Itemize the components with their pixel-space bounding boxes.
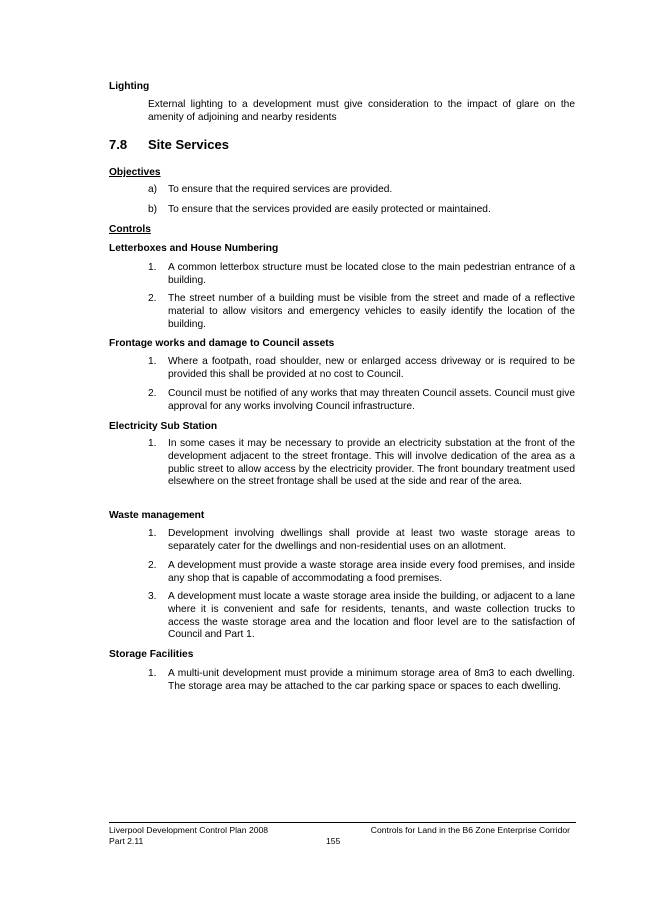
electricity-item bbox=[148, 438, 575, 489]
section-title: Site Services bbox=[148, 137, 229, 152]
waste-item bbox=[148, 528, 575, 554]
footer-page-number: 155 bbox=[326, 836, 341, 846]
item-marker: 2. bbox=[148, 388, 157, 399]
frontage-heading: Frontage works and damage to Council assets bbox=[109, 338, 335, 349]
footer-part: Part 2.11 bbox=[109, 836, 144, 846]
lighting-heading: Lighting bbox=[109, 81, 150, 92]
item-marker: 1. bbox=[148, 356, 157, 367]
objective-item bbox=[148, 184, 575, 197]
item-text: Council must be notified of any works that may threaten Council assets. Council must give approval for any works involving Council infrastructure. bbox=[168, 388, 575, 412]
objectives-heading: Objectives bbox=[109, 167, 161, 178]
objective-item bbox=[148, 204, 575, 217]
footer-plan-title: Liverpool Development Control Plan 2008 bbox=[109, 825, 269, 835]
lighting-text: External lighting to a development must give consideration to the impact of glare on the amenity of adjoining and nearby residents bbox=[148, 99, 575, 123]
item-text: In some cases it may be necessary to provide an electricity substation at the front of the development adjacent to the street frontage. This will involve dedication of the area as a public street to allow access by the electricity provider. The front boundary treatment used elsewhere on the street frontage shall be used at the side and rear of the area. bbox=[168, 438, 575, 488]
item-text: A multi-unit development must provide a minimum storage area of 8m3 to each dwelling. The storage area may be attached to the car parking space or spaces to each dwelling. bbox=[168, 668, 575, 692]
item-text: Development involving dwellings shall provide at least two waste storage areas to separately cater for the dwellings and non-residential uses on an allotment. bbox=[168, 528, 575, 552]
frontage-item bbox=[148, 388, 575, 414]
item-text: The street number of a building must be visible from the street and made of a reflective material to allow visitors and emergency vehicles to easily identify the location of the building. bbox=[168, 293, 575, 330]
item-marker: 2. bbox=[148, 560, 157, 571]
item-marker: 1. bbox=[148, 668, 157, 679]
waste-item bbox=[148, 560, 575, 586]
item-marker: 2. bbox=[148, 293, 157, 304]
item-text: A development must provide a waste storage area inside every food premises, and inside any shop that is capable of accommodating a food premises. bbox=[168, 560, 575, 584]
objective-marker: b) bbox=[148, 204, 158, 215]
item-marker: 1. bbox=[148, 262, 157, 273]
controls-heading: Controls bbox=[109, 224, 151, 235]
waste-heading: Waste management bbox=[109, 510, 205, 521]
item-marker: 1. bbox=[148, 528, 157, 539]
storage-item bbox=[148, 668, 575, 694]
frontage-item bbox=[148, 356, 575, 382]
item-text: Where a footpath, road shoulder, new or enlarged access driveway or is required to be provided this shall be provided at no cost to Council. bbox=[168, 356, 575, 380]
footer-divider bbox=[109, 822, 576, 823]
item-marker: 3. bbox=[148, 591, 157, 602]
waste-item bbox=[148, 591, 575, 642]
item-text: A common letterbox structure must be located close to the main pedestrian entrance of a building. bbox=[168, 262, 575, 286]
objective-marker: a) bbox=[148, 184, 158, 195]
item-marker: 1. bbox=[148, 438, 157, 449]
section-heading bbox=[109, 137, 229, 153]
letterboxes-item bbox=[148, 293, 575, 331]
objective-text: To ensure that the services provided are easily protected or maintained. bbox=[168, 204, 491, 215]
electricity-heading: Electricity Sub Station bbox=[109, 421, 218, 432]
footer-section-title: Controls for Land in the B6 Zone Enterprise Corridor bbox=[370, 825, 570, 835]
objective-text: To ensure that the required services are provided. bbox=[168, 184, 393, 195]
section-number: 7.8 bbox=[109, 137, 128, 152]
letterboxes-item bbox=[148, 262, 575, 288]
item-text: A development must locate a waste storage area inside the building, or adjacent to a lane where it is convenient and safe for residents, tenants, and waste collection trucks to access the waste storage area and the location and floor level are to the satisfaction of Council and Part 1. bbox=[168, 591, 575, 641]
storage-heading: Storage Facilities bbox=[109, 649, 194, 660]
letterboxes-heading: Letterboxes and House Numbering bbox=[109, 243, 279, 254]
